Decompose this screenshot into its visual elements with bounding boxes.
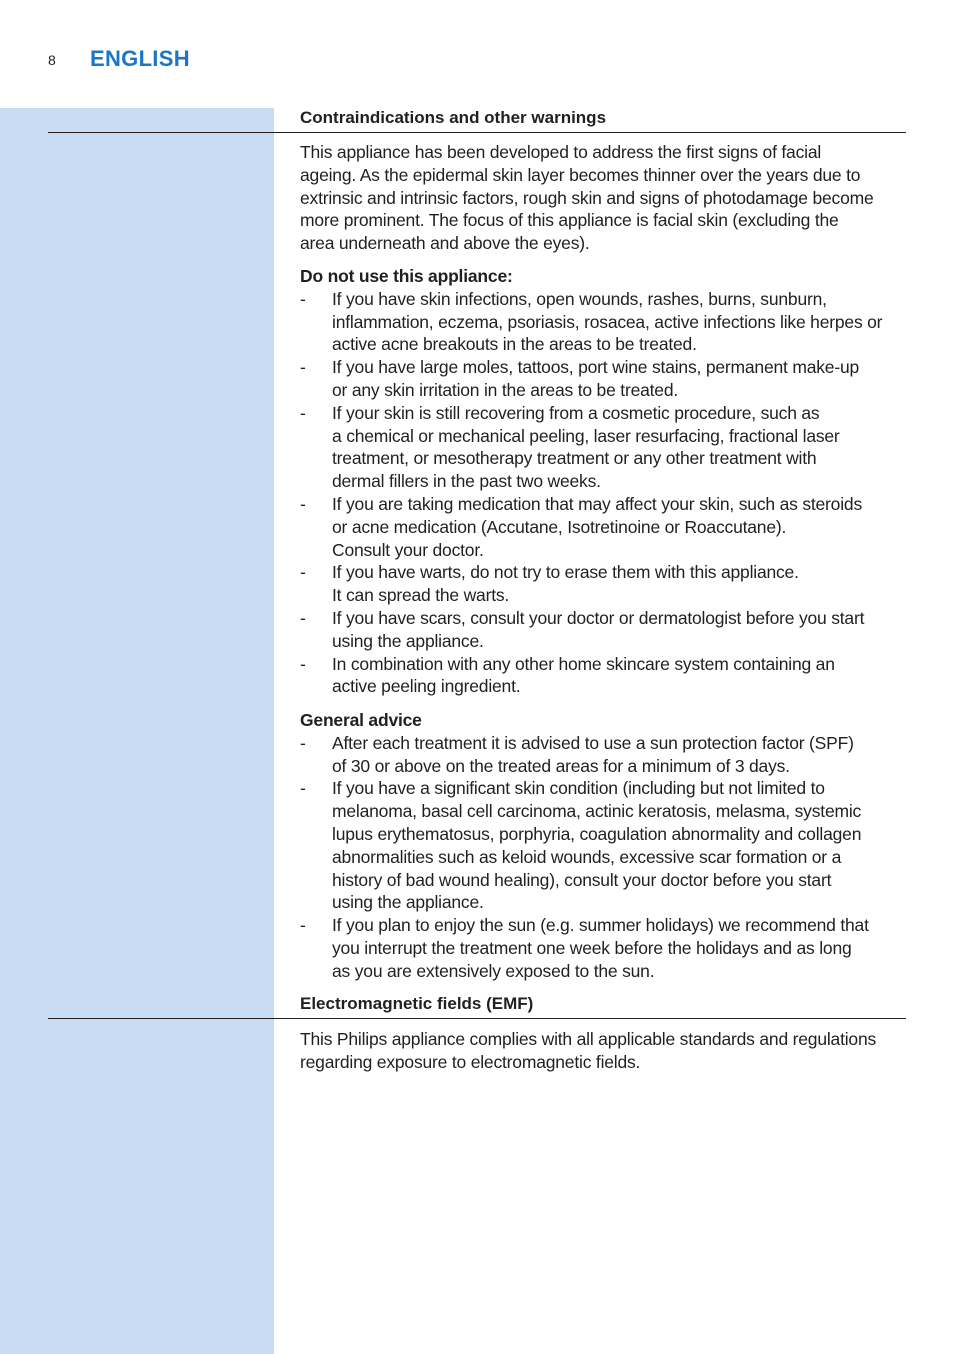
list-item-line: lupus erythematosus, porphyria, coagulation abnormality and collagen — [332, 823, 862, 844]
bullet-dash: - — [300, 402, 306, 423]
list-item-line: using the appliance. — [332, 892, 484, 913]
bullet-dash: - — [300, 288, 306, 309]
paragraph-line: This appliance has been developed to address the first signs of facial — [300, 142, 822, 162]
list-item-line — [300, 402, 882, 425]
list-item-line: inflammation, eczema, psoriasis, rosacea, active infections like herpes or — [332, 311, 883, 332]
list-item-line — [300, 653, 882, 676]
bullet-dash: - — [300, 653, 306, 674]
bullet-dash: - — [300, 607, 306, 628]
list-item-text: In combination with any other home skincare system containing an — [332, 653, 835, 674]
list-item-line — [300, 732, 869, 755]
list-item-line — [300, 288, 882, 311]
contraindications-intro — [300, 141, 874, 255]
bullet-dash: - — [300, 915, 306, 936]
list-item-text: After each treatment it is advised to use a sun protection factor (SPF) — [332, 732, 854, 753]
general-advice-block — [300, 709, 869, 983]
paragraph-line: This Philips appliance complies with all applicable standards and regulations — [300, 1029, 877, 1049]
list-item-text: If you plan to enjoy the sun (e.g. summer holidays) we recommend that — [332, 915, 869, 936]
list-item-line: treatment, or mesotherapy treatment or any other treatment with — [332, 448, 817, 469]
list-item-line: history of bad wound healing), consult your doctor before you start — [332, 869, 832, 890]
list-item-line: you interrupt the treatment one week before the holidays and as long — [332, 937, 852, 958]
do-not-use-block — [300, 265, 882, 698]
list-item-line — [300, 561, 882, 584]
list-item-line: of 30 or above on the treated areas for a minimum of 3 days. — [332, 755, 790, 776]
paragraph-line: ageing. As the epidermal skin layer becomes thinner over the years due to — [300, 164, 861, 185]
left-sidebar-band — [0, 108, 274, 1354]
list-item-line: melanoma, basal cell carcinoma, actinic keratosis, melasma, systemic — [332, 801, 862, 822]
list-item-text: If you have scars, consult your doctor or dermatologist before you start — [332, 607, 865, 628]
list-item-line: dermal fillers in the past two weeks. — [332, 471, 601, 492]
list-item-text: If your skin is still recovering from a cosmetic procedure, such as — [332, 402, 820, 423]
list-item-text: If you have skin infections, open wounds, rashes, burns, sunburn, — [332, 288, 827, 309]
list-item-line — [300, 493, 882, 516]
page-number: 8 — [48, 52, 56, 68]
paragraph-line: extrinsic and intrinsic factors, rough skin and signs of photodamage become — [300, 187, 874, 208]
list-item-line — [300, 356, 882, 379]
bullet-dash: - — [300, 778, 306, 799]
bullet-dash: - — [300, 562, 306, 583]
section-rule-contraindications — [48, 132, 906, 133]
list-item-text: If you have warts, do not try to erase them with this appliance. — [332, 562, 799, 583]
list-item-line — [300, 607, 882, 630]
paragraph-line: regarding exposure to electromagnetic fields. — [300, 1051, 641, 1072]
bullet-dash: - — [300, 357, 306, 378]
bullet-dash: - — [300, 732, 306, 753]
section-rule-emf — [48, 1018, 906, 1019]
list-item-line: active peeling ingredient. — [332, 676, 521, 697]
list-item-line — [300, 914, 869, 937]
list-item-line: abnormalities such as keloid wounds, excessive scar formation or a — [332, 846, 842, 867]
list-item-line: or any skin irritation in the areas to be treated. — [332, 379, 679, 400]
emf-body — [300, 1028, 876, 1074]
list-item-text: If you are taking medication that may affect your skin, such as steroids — [332, 493, 862, 514]
list-item-line: It can spread the warts. — [332, 585, 510, 606]
subheading-general-advice: General advice — [300, 710, 422, 730]
bullet-dash: - — [300, 493, 306, 514]
section-title-emf: Electromagnetic fields (EMF) — [300, 994, 534, 1013]
list-item-line: using the appliance. — [332, 630, 484, 651]
paragraph-line: area underneath and above the eyes). — [300, 233, 590, 254]
paragraph-line: more prominent. The focus of this appliance is facial skin (excluding the — [300, 210, 839, 231]
list-item-line: a chemical or mechanical peeling, laser resurfacing, fractional laser — [332, 425, 840, 446]
list-item-line: as you are extensively exposed to the sun. — [332, 960, 655, 981]
list-item-line: or acne medication (Accutane, Isotretinoine or Roaccutane). — [332, 516, 787, 537]
section-title-contraindications: Contraindications and other warnings — [300, 108, 607, 127]
list-item-line — [300, 777, 869, 800]
language-heading: ENGLISH — [90, 46, 190, 71]
list-item-line: active acne breakouts in the areas to be treated. — [332, 334, 697, 355]
list-item-line: Consult your doctor. — [332, 539, 484, 560]
subheading-do-not-use: Do not use this appliance: — [300, 266, 513, 286]
list-item-text: If you have a significant skin condition (including but not limited to — [332, 778, 825, 799]
list-item-text: If you have large moles, tattoos, port wine stains, permanent make-up — [332, 357, 860, 378]
